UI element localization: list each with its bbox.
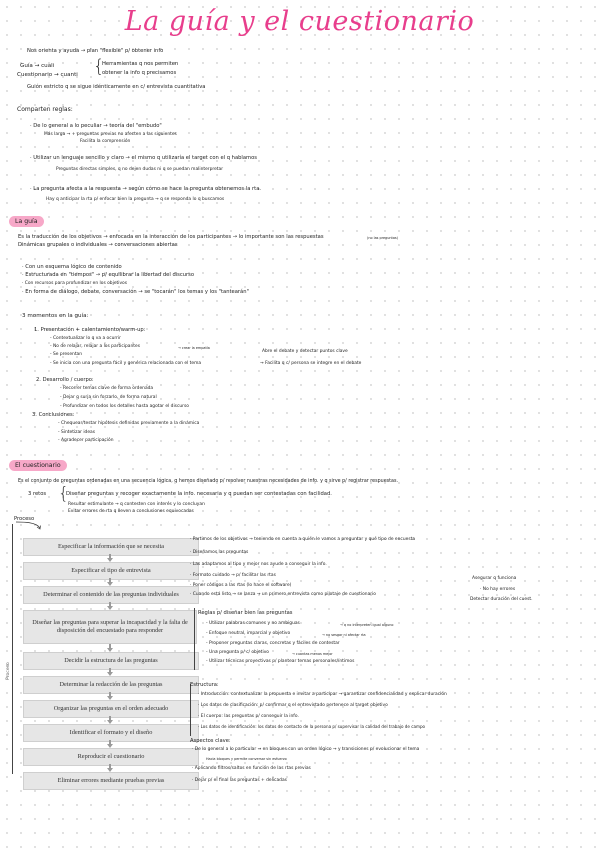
brace-icon: {: [93, 56, 105, 77]
regla-3a: Hay q anticipar la rta p/ enfocar bien la pregunta → q se responda lo q buscamos: [46, 197, 225, 202]
reto-1: Diseñar preguntas y recoger exactamente la info. necesaria y q puedan ser contestadas con facilidad.: [66, 491, 332, 497]
aspectos-heading: Aspectos clave:: [190, 738, 231, 744]
intro-brace-line1: Herramientas q nos permiten: [102, 61, 179, 67]
momento-2c: - Profundizar en todos los detalles hasta agotar el discurso: [60, 404, 189, 409]
cuest-step-note-3: · Las adaptamos al tipo y mejor nos ayude a conseguir la info.: [190, 562, 327, 567]
cuest-step-note-5: · Poner códigos a las rtas (lo hace el software): [190, 583, 292, 588]
guia-bullet-3: · Con recursos para profundizar en los objetivos: [22, 281, 128, 286]
regla-diseno-2-note: → no sesgar ni afectar rta: [322, 633, 366, 637]
estructura-1: · Introducción: contextualizar la propuesta e invitar a participar → garantizar confidencialidad y explicar duración: [198, 692, 447, 697]
regla-2a: Preguntas directas simples, q no dejen dudas ni q se puedan malinterpretar: [56, 167, 224, 172]
flow-step-8: Identificar el formato y el diseño: [23, 724, 199, 742]
flow-step-3: Determinar el contenido de las preguntas individuales: [23, 586, 199, 604]
momento-3c: - Agradecer participación: [58, 438, 114, 443]
flow-step-6: Determinar la redacción de las preguntas: [23, 676, 199, 694]
pilotaje-note-1: Asegurar q funciona: [472, 576, 517, 581]
aspecto-1: · De lo general a lo particular → en bloques con un orden lógico → y transiciones p/ evolucionar el tema: [192, 747, 420, 752]
reto-3: Evitar errores de rta q lleven a conclusiones equivocadas: [68, 509, 194, 514]
momentos-heading: 3 momentos en la guía:: [22, 313, 89, 319]
momento-1a: - Contextualizar lo q va a ocurrir: [50, 336, 121, 341]
momento-1b-note: → crear la empatía: [178, 346, 210, 350]
momento-2a: - Recorrer temas clave de forma ordenada: [60, 386, 154, 391]
regla-diseno-5: - Utilizar técnicas proyectivas p/ plantear temas personales/íntimos: [206, 659, 355, 664]
momento-3b: - Sintetizar ideas: [58, 430, 96, 435]
regla-1: · De lo general a lo peculiar → teoría del "embudo": [30, 123, 162, 129]
regla-diseno-1: - Utilizar palabras comunes y no ambiguas: [206, 621, 300, 626]
cuestionario-section-pill: El cuestionario: [9, 460, 67, 471]
flow-step-9: Reproducir el cuestionario: [23, 748, 199, 766]
retos-brace-icon: {: [58, 484, 69, 504]
flow-step-1: Especificar la información que se necesita: [23, 538, 199, 556]
estructura-3: · El cuerpo: las preguntas p/ conseguir la info.: [198, 714, 299, 719]
momento-3a: - Chequear/testar hipótesis definidas previamente a la dinámica: [58, 421, 200, 426]
cuest-step-note-4: · Formato cuidado → p/ facilitar las rtas: [190, 573, 276, 578]
momento-1d: - Se inicia con una pregunta fácil y genérica relacionada con el tema: [50, 361, 202, 366]
flow-step-4: Diseñar las preguntas para superar la incapacidad y la falta de disposición del encuestado para responder: [23, 610, 197, 644]
pilotaje-note-2: · No hay errores: [480, 587, 516, 592]
guia-line-1: Es la traducción de los objetivos → enfocada en la interacción de los participantes → lo importante son las respuestas: [18, 234, 324, 240]
cuest-step-note-1: · Partimos de los objetivos → teniendo en cuenta a quién le vamos a preguntar y qué tipo de encuesta: [190, 537, 416, 542]
guia-bullet-4: · En forma de diálogo, debate, conversación → se "tocarán" los temas y los "tantearán": [22, 289, 249, 295]
guia-bullet-1: · Con un esquema lógico de contenido: [22, 264, 122, 270]
regla-diseno-1-note: → q no interpreten igual alguno: [340, 623, 394, 627]
retos-label: 3 retos: [28, 491, 47, 497]
momento-2b: - Dejar q surja sin forzarlo, de forma natural: [60, 395, 157, 400]
aspecto-3: · Dejar p/ el final las preguntas + delicadas: [192, 778, 287, 783]
guia-line-2: Dinámicas grupales o individuales → conversaciones abiertas: [18, 242, 178, 248]
page-title: La guía y el cuestionario: [124, 6, 475, 37]
estructura-4: · Los datos de identificación: los datos de contacto de la persona p/ supervisar la calidad del trabajo de campo: [198, 724, 426, 729]
reto-2: Resultar estimulante → q contesten con interés y lo concluyan: [68, 502, 205, 507]
regla-1a: Más larga → + preguntas previas no afecten a las siguientes: [44, 132, 177, 137]
momento-1c: - Se presentan: [50, 352, 83, 357]
regla-3: · La pregunta afecta a la respuesta → según cómo se hace la pregunta obtenemos la rta.: [30, 186, 262, 192]
intro-bottom-line: Guión estricto q se sigue idénticamente en c/ entrevista cuantitativa: [27, 84, 206, 90]
aspecto-1-note: Hacia bloques y permite conversar sin esfuerzo: [206, 757, 287, 761]
cuestionario-line-1: Es el conjunto de preguntas ordenadas en una secuencia lógica, q hemos diseñado p/ resolver nuestras necesidades de info. y q sirve p/ registrar respuestas.: [18, 479, 399, 484]
flow-step-7: Organizar las preguntas en el orden adecuado: [23, 700, 199, 718]
regla-diseno-2: - Enfoque neutral, imparcial y objetivo: [206, 631, 291, 636]
momento-2: 2. Desarrollo / cuerpo:: [36, 377, 94, 383]
guia-label: Guía → cuali: [20, 63, 55, 69]
flow-step-5: Decidir la estructura de las preguntas: [23, 652, 199, 670]
guia-line-1-note: (no las preguntas): [367, 236, 398, 240]
guia-section-pill: La guía: [9, 216, 44, 227]
estructura-heading: Estructura:: [190, 682, 219, 688]
cuest-step-note-2: · Diseñamos las preguntas: [190, 550, 249, 555]
regla-2: · Utilizar un lenguaje sencillo y claro → el mismo q utilizaría el target con el q hablamos: [30, 155, 257, 161]
guia-bullet-2: · Estructurada en "tiempos" → p/ equilibrar la libertad del discurso: [22, 272, 195, 278]
estructura-bracket: [190, 684, 191, 736]
momento-1d-right-2: → Facilita q c/ persona se integre en el debate: [260, 361, 362, 366]
flow-step-2: Especificar el tipo de entrevista: [23, 562, 199, 580]
proceso-bracket: [12, 524, 13, 774]
proceso-arrow-icon: [14, 519, 44, 531]
reglas-diseno-heading: Reglas p/ diseñar bien las preguntas: [198, 610, 293, 616]
estructura-2: · Los datos de clasificación: p/ confirmar q el entrevistado pertenece al target objetivo: [198, 703, 388, 708]
intro-top-line: Nos orienta y ayuda → plan "flexible" p/ obtener info: [27, 48, 164, 54]
intro-brace-line2: obtener la info q precisamos: [102, 70, 177, 76]
proceso-label: Proceso: [14, 516, 35, 522]
proceso-side-label: Proceso: [6, 662, 11, 680]
aspecto-2: · Aplicando filtros/saltos en función de las rtas previas: [192, 766, 311, 771]
cuest-step-note-6: · Cuando está listo → se lanza → un primero entrevista como pilotaje de cuestionario: [190, 592, 376, 597]
regla-1b: Facilita la comprensión: [80, 139, 131, 144]
regla-diseno-3: - Proponer preguntas claras, concretas y fáciles de contestar: [206, 641, 340, 646]
pilotaje-note-3: Detectar duración del cuest.: [470, 597, 533, 602]
regla-diseno-4-note: → cuantas menos mejor: [292, 652, 333, 656]
reglas-bracket: [194, 608, 195, 670]
regla-diseno-4: - Una pregunta p/ c/ objetivo: [206, 650, 269, 655]
momento-1b: - No de relajar, relajar a los participantes: [50, 344, 140, 349]
momento-1d-right-1: Abre el debate y detectar puntos clave: [262, 349, 348, 354]
reglas-heading: Comparten reglas:: [17, 106, 73, 113]
momento-3: 3. Conclusiones:: [32, 412, 75, 418]
flow-step-10: Eliminar errores mediante pruebas previas: [23, 772, 199, 790]
cuestionario-label: Cuestionario → cuanti: [17, 72, 78, 78]
momento-1: 1. Presentación + calentamiento/warm-up:: [34, 327, 146, 333]
